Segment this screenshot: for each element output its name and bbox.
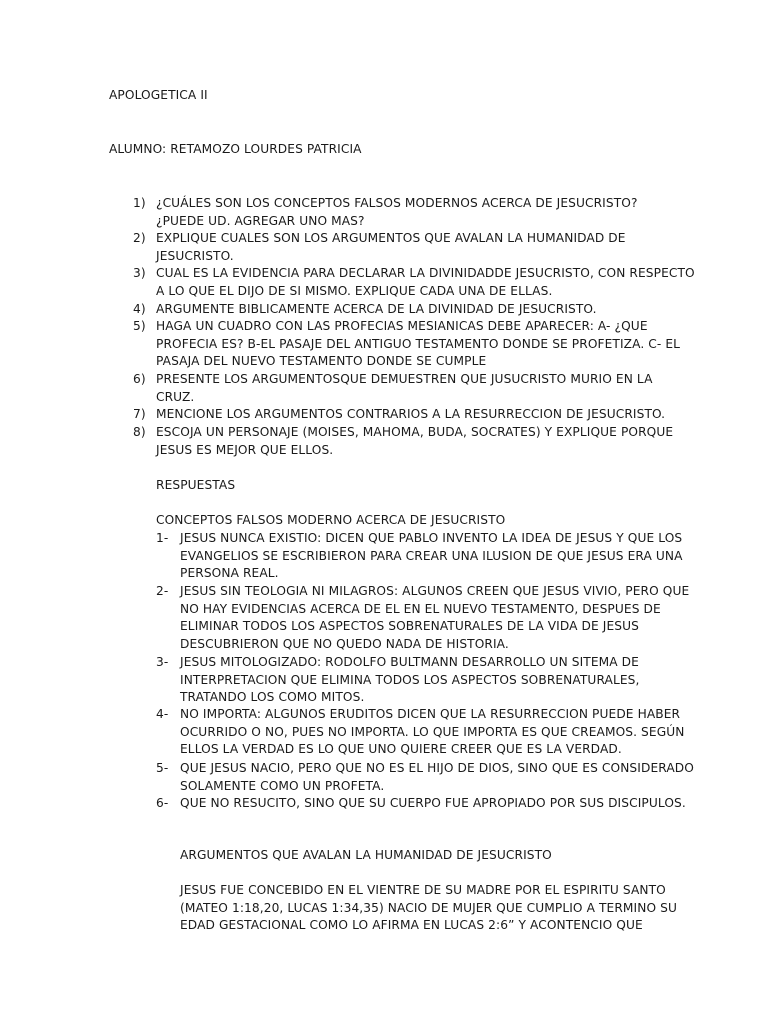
question-line: PASAJA DEL NUEVO TESTAMENTO DONDE SE CUMPLE	[156, 354, 487, 369]
course-title: APOLOGETICA II	[109, 88, 208, 102]
concept-item	[180, 654, 639, 707]
question-item	[156, 230, 626, 265]
concept-line: TRATANDO LOS COMO MITOS.	[180, 690, 365, 705]
question-line: EXPLIQUE CUALES SON LOS ARGUMENTOS QUE AVALAN LA HUMANIDAD DE	[156, 231, 626, 245]
concept-line: JESUS MITOLOGIZADO: RODOLFO BULTMANN DESARROLLO UN SITEMA DE	[180, 655, 639, 669]
question-number: 8)	[133, 425, 146, 439]
question-number: 6)	[133, 372, 146, 386]
concept-line: DESCUBRIERON QUE NO QUEDO NADA DE HISTORIA.	[180, 636, 509, 651]
concept-item	[180, 530, 683, 583]
answers-heading: RESPUESTAS	[156, 478, 236, 492]
concept-item	[180, 583, 689, 653]
question-line: CRUZ.	[156, 389, 195, 404]
question-line: CUAL ES LA EVIDENCIA PARA DECLARAR LA DIVINIDADDE JESUCRISTO, CON RESPECTO	[156, 266, 695, 280]
question-line: JESUS ES MEJOR QUE ELLOS.	[156, 442, 334, 457]
question-line: JESUCRISTO.	[156, 248, 234, 263]
question-number: 2)	[133, 231, 146, 245]
question-item	[156, 424, 673, 459]
student-name: ALUMNO: RETAMOZO LOURDES PATRICIA	[109, 142, 362, 156]
question-line: ESCOJA UN PERSONAJE (MOISES, MAHOMA, BUDA, SOCRATES) Y EXPLIQUE PORQUE	[156, 425, 674, 439]
question-item	[156, 195, 638, 230]
question-number: 5)	[133, 319, 146, 333]
concept-number: 5-	[156, 761, 169, 775]
humanity-heading: ARGUMENTOS QUE AVALAN LA HUMANIDAD DE JESUCRISTO	[180, 848, 552, 862]
concept-number: 6-	[156, 796, 169, 810]
concept-item	[180, 795, 686, 813]
concept-line: QUE NO RESUCITO, SINO QUE SU CUERPO FUE APROPIADO POR SUS DISCIPULOS.	[180, 796, 686, 810]
question-line: MENCIONE LOS ARGUMENTOS CONTRARIOS A LA RESURRECCION DE JESUCRISTO.	[156, 407, 666, 421]
question-line: A LO QUE EL DIJO DE SI MISMO. EXPLIQUE CADA UNA DE ELLAS.	[156, 283, 553, 298]
question-number: 3)	[133, 266, 146, 280]
question-line: ¿PUEDE UD. AGREGAR UNO MAS?	[156, 213, 365, 228]
concept-line: SOLAMENTE COMO UN PROFETA.	[180, 778, 385, 793]
concept-line: PERSONA REAL.	[180, 566, 279, 581]
question-item	[156, 318, 680, 371]
question-line: ARGUMENTE BIBLICAMENTE ACERCA DE LA DIVINIDAD DE JESUCRISTO.	[156, 302, 597, 316]
concept-line: QUE JESUS NACIO, PERO QUE NO ES EL HIJO DE DIOS, SINO QUE ES CONSIDERADO	[180, 761, 694, 775]
concept-line: NO IMPORTA: ALGUNOS ERUDITOS DICEN QUE LA RESURRECCION PUEDE HABER	[180, 707, 681, 721]
concept-line: ELLOS LA VERDAD ES LO QUE UNO QUIERE CREER QUE ES LA VERDAD.	[180, 742, 622, 757]
question-item	[156, 406, 665, 424]
concept-item	[180, 760, 694, 795]
question-line: PROFECIA ES? B-EL PASAJE DEL ANTIGUO TESTAMENTO DONDE SE PROFETIZA. C- EL	[156, 336, 681, 351]
question-line: PRESENTE LOS ARGUMENTOSQUE DEMUESTREN QUE JUSUCRISTO MURIO EN LA	[156, 372, 653, 386]
concept-line: EVANGELIOS SE ESCRIBIERON PARA CREAR UNA ILUSION DE QUE JESUS ERA UNA	[180, 548, 683, 563]
concept-number: 4-	[156, 707, 169, 721]
question-number: 1)	[133, 196, 146, 210]
paragraph-line: JESUS FUE CONCEBIDO EN EL VIENTRE DE SU MADRE POR EL ESPIRITU SANTO	[180, 883, 666, 897]
concept-line: NO HAY EVIDENCIAS ACERCA DE EL EN EL NUEVO TESTAMENTO, DESPUES DE	[180, 601, 661, 616]
concept-line: OCURRIDO O NO, PUES NO IMPORTA. LO QUE IMPORTA ES QUE CREAMOS. SEGÚN	[180, 724, 685, 739]
concept-number: 2-	[156, 584, 169, 598]
question-item	[156, 301, 597, 319]
paragraph-line: EDAD GESTACIONAL COMO LO AFIRMA EN LUCAS 2:6” Y ACONTENCIO QUE	[180, 918, 643, 933]
concept-line: JESUS NUNCA EXISTIO: DICEN QUE PABLO INVENTO LA IDEA DE JESUS Y QUE LOS	[180, 531, 683, 545]
concept-number: 3-	[156, 655, 169, 669]
question-item	[156, 371, 653, 406]
concept-item	[180, 706, 684, 759]
concept-number: 1-	[156, 531, 169, 545]
question-item	[156, 265, 695, 300]
question-line: ¿CUÁLES SON LOS CONCEPTOS FALSOS MODERNOS ACERCA DE JESUCRISTO?	[156, 196, 638, 210]
paragraph-line: (MATEO 1:18,20, LUCAS 1:34,35) NACIO DE MUJER QUE CUMPLIO A TERMINO SU	[180, 900, 677, 915]
concept-line: INTERPRETACION QUE ELIMINA TODOS LOS ASPECTOS SOBRENATURALES,	[180, 672, 640, 687]
concept-line: JESUS SIN TEOLOGIA NI MILAGROS: ALGUNOS CREEN QUE JESUS VIVIO, PERO QUE	[180, 584, 690, 598]
humanity-paragraph	[180, 882, 677, 935]
question-number: 7)	[133, 407, 146, 421]
concepts-heading: CONCEPTOS FALSOS MODERNO ACERCA DE JESUCRISTO	[156, 513, 506, 527]
question-line: HAGA UN CUADRO CON LAS PROFECIAS MESIANICAS DEBE APARECER: A- ¿QUE	[156, 319, 648, 333]
concept-line: ELIMINAR TODOS LOS ASPECTOS SOBRENATURALES DE LA VIDA DE JESUS	[180, 619, 639, 634]
question-number: 4)	[133, 302, 146, 316]
